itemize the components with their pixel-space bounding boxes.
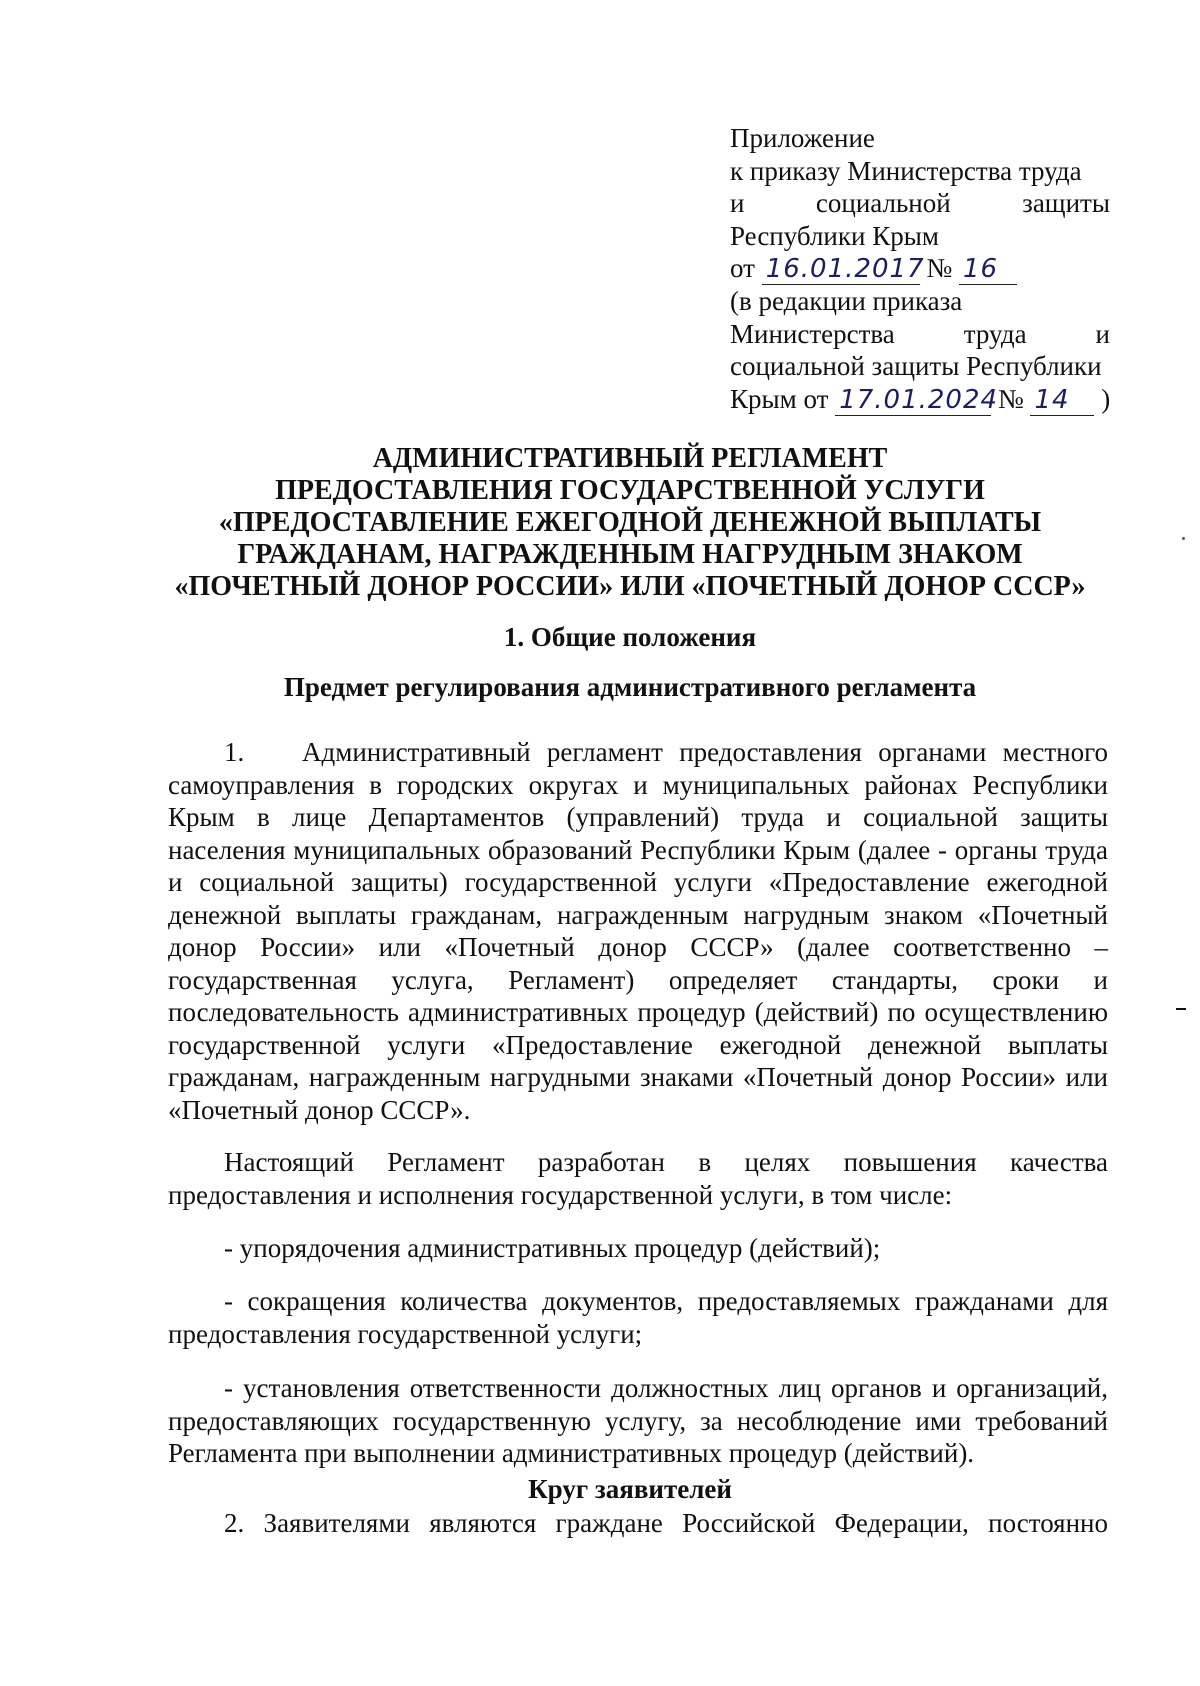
appendix-edition-date-line <box>730 383 1110 416</box>
appendix-title: Приложение <box>730 123 875 153</box>
title-line: «ПОЧЕТНЫЙ ДОНОР РОССИИ» ИЛИ «ПОЧЕТНЫЙ ДОНОР СССР» <box>174 571 1086 602</box>
appendix-date-line <box>730 252 1110 285</box>
date-prefix: от <box>730 253 755 283</box>
appendix-word: труда <box>963 318 1027 349</box>
appendix-edition-republic: социальной защиты Республики <box>730 351 1102 381</box>
margin-mark <box>1176 1008 1186 1010</box>
appendix-republic: Республики Крым <box>730 220 939 251</box>
title-line: ГРАЖДАНАМ, НАГРАЖДЕННЫМ НАГРУДНЫМ ЗНАКОМ <box>237 539 1023 570</box>
document-title <box>150 443 1110 603</box>
list-item: - сокращения количества документов, предоставляемых гражданами для предоставления государственной услуги; <box>168 1286 1108 1349</box>
list-item: - установления ответственности должностных лиц органов и организаций, предоставляющих государственную услугу, за несоблюдение ими требований Регламента при выполнении административных процедур (действий). <box>168 1373 1108 1468</box>
appendix-word: и <box>1095 318 1110 349</box>
paragraph-number: 1. <box>224 737 245 767</box>
closing-paren: ) <box>1101 383 1111 414</box>
list-item: - упорядочения административных процедур (действий); <box>224 1233 881 1263</box>
handwritten-number-original: 16 <box>959 254 1017 285</box>
date-prefix: Крым от <box>730 383 829 414</box>
title-line: «ПРЕДОСТАВЛЕНИЕ ЕЖЕГОДНОЙ ДЕНЕЖНОЙ ВЫПЛАТЫ <box>218 507 1042 538</box>
number-label: № <box>997 383 1024 414</box>
handwritten-date-original: 16.01.2017 <box>762 254 920 285</box>
appendix-edition-ministry <box>730 318 1110 351</box>
section-heading: 1. Общие положения <box>503 622 757 652</box>
appendix-word: защиты <box>1022 188 1110 218</box>
subsection-heading: Предмет регулирования административного регламента <box>283 672 977 702</box>
appendix-block <box>730 122 1110 416</box>
handwritten-date-edition: 17.01.2024 <box>835 385 991 416</box>
scan-speck <box>1182 537 1185 540</box>
number-label: № <box>926 253 953 283</box>
applicants-heading: Круг заявителей <box>528 1474 732 1504</box>
title-line: АДМИНИСТРАТИВНЫЙ РЕГЛАМЕНТ <box>372 443 888 474</box>
appendix-word: социальной <box>815 188 951 218</box>
appendix-ministry-line <box>730 187 1110 220</box>
appendix-edition-note: (в редакции приказа <box>730 286 963 316</box>
paragraph-2: Настоящий Регламент разработан в целях повышения качества предоставления и исполнения государственной услуги, в том числе: <box>168 1147 1108 1210</box>
paragraph-3: 2. Заявителями являются граждане Российской Федерации, постоянно <box>224 1508 1108 1538</box>
appendix-word: Министерства <box>730 318 895 349</box>
paragraph-1 <box>168 736 1108 1126</box>
paragraph-text: Административный регламент предоставления органами местного самоуправления в городских округах и муниципальных районах Республики Крым в лице Департаментов (управлений) труда и социальной защиты населения муниципальных образований Республики Крым (далее - органы труда и социальной защиты) государственной услуги «Предоставление ежегодной денежной выплаты гражданам, награжденным нагрудным знаком «Почетный донор России» или «Почетный донор СССР» (далее соответственно – государственная услуга, Регламент) определяет стандарты, сроки и последовательность административных процедур (действий) по осуществлению государственной услуги «Предоставление ежегодной денежной выплаты гражданам, награжденным нагрудными знаками «Почетный донор России» или «Почетный донор СССР». <box>168 737 1108 1125</box>
handwritten-number-edition: 14 <box>1030 385 1094 416</box>
title-line: ПРЕДОСТАВЛЕНИЯ ГОСУДАРСТВЕННОЙ УСЛУГИ <box>275 475 985 506</box>
appendix-order-ref: к приказу Министерства труда <box>730 155 1082 186</box>
appendix-word: и <box>730 188 745 218</box>
